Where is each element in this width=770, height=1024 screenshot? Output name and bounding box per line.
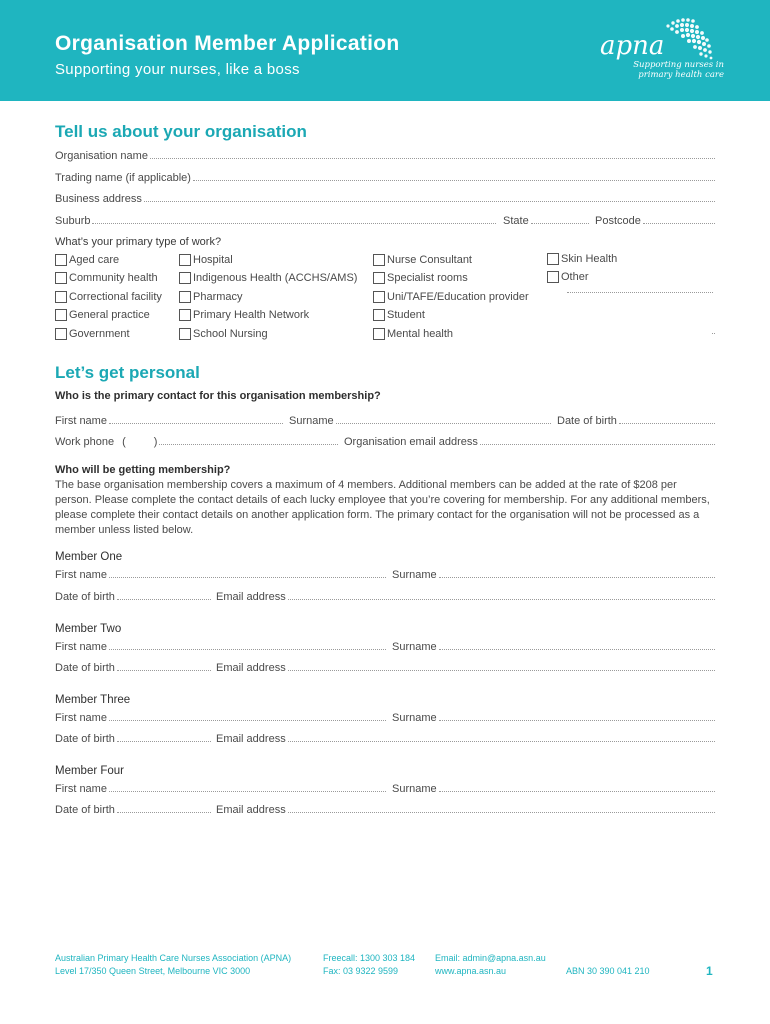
member-three-email-field[interactable]: Email address xyxy=(216,733,715,747)
member-four-first-name-field[interactable]: First name xyxy=(55,783,386,797)
checkbox-indigenous-health[interactable]: Indigenous Health (ACCHS/AMS) xyxy=(179,272,357,284)
membership-question: Who will be getting membership? xyxy=(55,464,231,476)
checkbox-other[interactable]: Other xyxy=(547,271,589,283)
state-field[interactable]: State xyxy=(503,215,589,229)
checkbox-box[interactable] xyxy=(55,309,67,321)
member-four-surname-field[interactable]: Surname xyxy=(392,783,715,797)
section-title-personal: Let’s get personal xyxy=(55,363,200,382)
organisation-name-line[interactable] xyxy=(150,150,715,159)
work-phone-field[interactable]: Work phone ( ) xyxy=(55,436,338,450)
footer-contact xyxy=(435,952,546,978)
member-two-surname-line[interactable] xyxy=(439,641,715,650)
checkbox-box[interactable] xyxy=(179,328,191,340)
member-one-dob-line[interactable] xyxy=(117,591,211,600)
trading-name-line[interactable] xyxy=(193,172,715,181)
apna-logo-mark xyxy=(598,16,728,64)
member-three-first-name-field[interactable]: First name xyxy=(55,712,386,726)
checkbox-pharmacy[interactable]: Pharmacy xyxy=(179,291,243,303)
member-one-dob-field[interactable]: Date of birth xyxy=(55,591,211,605)
business-address-line[interactable] xyxy=(144,193,715,202)
primary-first-name-field[interactable]: First name xyxy=(55,415,283,429)
footer-website-link[interactable]: www.apna.asn.au xyxy=(435,966,507,976)
member-three-dob-line[interactable] xyxy=(117,733,211,742)
trading-name-field[interactable]: Trading name (if applicable) xyxy=(55,172,715,186)
checkbox-primary-health-network[interactable]: Primary Health Network xyxy=(179,309,309,321)
logo-wordmark: apna xyxy=(600,31,665,61)
checkbox-mental-health[interactable]: Mental health xyxy=(373,328,453,340)
checkbox-specialist-rooms[interactable]: Specialist rooms xyxy=(373,272,468,284)
member-three-dob-field[interactable]: Date of birth xyxy=(55,733,211,747)
member-two-surname-field[interactable]: Surname xyxy=(392,641,715,655)
checkbox-box[interactable] xyxy=(55,328,67,340)
primary-surname-field[interactable]: Surname xyxy=(289,415,551,429)
member-two-first-name-field[interactable]: First name xyxy=(55,641,386,655)
footer-phone: Freecall: 1300 303 184 Fax: 03 9322 9599 xyxy=(323,953,416,976)
member-three-title: Member Three xyxy=(55,694,131,706)
header-banner xyxy=(0,0,770,101)
organisation-email-line[interactable] xyxy=(480,436,715,445)
checkbox-box[interactable] xyxy=(373,328,385,340)
checkbox-aged-care[interactable]: Aged care xyxy=(55,254,119,266)
checkbox-box[interactable] xyxy=(55,272,67,284)
logo-tagline: Supporting nurses in primary health care xyxy=(633,60,724,80)
member-one-email-line[interactable] xyxy=(288,591,715,600)
work-type-question: What’s your primary type of work? xyxy=(55,236,222,248)
footer-email-link[interactable]: Email: admin@apna.asn.au xyxy=(435,953,546,963)
member-four-dob-line[interactable] xyxy=(117,804,211,813)
checkbox-government[interactable]: Government xyxy=(55,328,130,340)
checkbox-box[interactable] xyxy=(179,309,191,321)
other-specify-line-2[interactable] xyxy=(712,333,715,334)
primary-dob-field[interactable]: Date of birth xyxy=(557,415,715,429)
member-two-first-name-line[interactable] xyxy=(109,641,386,650)
checkbox-uni-tafe[interactable]: Uni/TAFE/Education provider xyxy=(373,291,529,303)
member-two-email-field[interactable]: Email address xyxy=(216,662,715,676)
checkbox-skin-health[interactable]: Skin Health xyxy=(547,253,617,265)
page-title: Organisation Member Application xyxy=(55,32,400,55)
page-number: 1 xyxy=(706,964,713,978)
member-four-surname-line[interactable] xyxy=(439,783,715,792)
business-address-field[interactable]: Business address xyxy=(55,193,715,207)
checkbox-box[interactable] xyxy=(547,271,559,283)
suburb-line[interactable] xyxy=(92,215,496,224)
page-subtitle: Supporting your nurses, like a boss xyxy=(55,61,300,78)
checkbox-box[interactable] xyxy=(373,291,385,303)
organisation-name-field[interactable]: Organisation name xyxy=(55,150,715,164)
checkbox-school-nursing[interactable]: School Nursing xyxy=(179,328,268,340)
postcode-line[interactable] xyxy=(643,215,715,224)
member-three-surname-line[interactable] xyxy=(439,712,715,721)
member-three-first-name-line[interactable] xyxy=(109,712,386,721)
member-three-email-line[interactable] xyxy=(288,733,715,742)
checkbox-box[interactable] xyxy=(373,309,385,321)
member-one-surname-line[interactable] xyxy=(439,569,715,578)
checkbox-box[interactable] xyxy=(179,254,191,266)
checkbox-box[interactable] xyxy=(373,272,385,284)
footer-abn: ABN 30 390 041 210 xyxy=(566,966,650,976)
member-one-surname-field[interactable]: Surname xyxy=(392,569,715,583)
member-three-surname-field[interactable]: Surname xyxy=(392,712,715,726)
postcode-field[interactable]: Postcode xyxy=(595,215,715,229)
checkbox-community-health[interactable]: Community health xyxy=(55,272,158,284)
checkbox-box[interactable] xyxy=(179,272,191,284)
apna-logo xyxy=(598,16,728,88)
checkbox-box[interactable] xyxy=(179,291,191,303)
footer-association: Australian Primary Health Care Nurses Association (APNA) Level 17/350 Queen Street, Melbourne VIC 3000 xyxy=(55,953,292,976)
section-title-organisation: Tell us about your organisation xyxy=(55,122,307,141)
checkbox-hospital[interactable]: Hospital xyxy=(179,254,233,266)
checkbox-box[interactable] xyxy=(547,253,559,265)
member-one-title: Member One xyxy=(55,551,123,563)
state-line[interactable] xyxy=(531,215,589,224)
member-two-title: Member Two xyxy=(55,623,122,635)
checkbox-box[interactable] xyxy=(373,254,385,266)
suburb-field[interactable]: Suburb xyxy=(55,215,496,229)
member-four-dob-field[interactable]: Date of birth xyxy=(55,804,211,818)
checkbox-box[interactable] xyxy=(55,291,67,303)
member-two-dob-line[interactable] xyxy=(117,662,211,671)
organisation-email-field[interactable]: Organisation email address xyxy=(344,436,715,450)
work-phone-line[interactable] xyxy=(159,436,338,445)
checkbox-correctional-facility[interactable]: Correctional facility xyxy=(55,291,162,303)
checkbox-nurse-consultant[interactable]: Nurse Consultant xyxy=(373,254,472,266)
member-one-email-field[interactable]: Email address xyxy=(216,591,715,605)
member-one-first-name-field[interactable]: First name xyxy=(55,569,386,583)
member-one-first-name-line[interactable] xyxy=(109,569,386,578)
member-four-first-name-line[interactable] xyxy=(109,783,386,792)
member-four-email-field[interactable]: Email address xyxy=(216,804,715,818)
member-four-email-line[interactable] xyxy=(288,804,715,813)
checkbox-box[interactable] xyxy=(55,254,67,266)
member-two-email-line[interactable] xyxy=(288,662,715,671)
primary-surname-line[interactable] xyxy=(336,415,551,424)
primary-contact-question: Who is the primary contact for this organisation membership? xyxy=(55,390,381,402)
other-specify-line-1[interactable] xyxy=(567,292,713,293)
member-two-dob-field[interactable]: Date of birth xyxy=(55,662,211,676)
member-four-title: Member Four xyxy=(55,765,125,777)
primary-first-name-line[interactable] xyxy=(109,415,283,424)
checkbox-general-practice[interactable]: General practice xyxy=(55,309,150,321)
membership-description: The base organisation membership covers a maximum of 4 members. Additional members can be added at the rate of $208 per person. Please complete the contact details of each lucky employee that you’re covering for membership. For any additional members, please complete their contact details on another application form. The primary contact for the organisation will not be processed as a member unless listed below. xyxy=(55,479,710,536)
checkbox-student[interactable]: Student xyxy=(373,309,425,321)
primary-dob-line[interactable] xyxy=(619,415,715,424)
